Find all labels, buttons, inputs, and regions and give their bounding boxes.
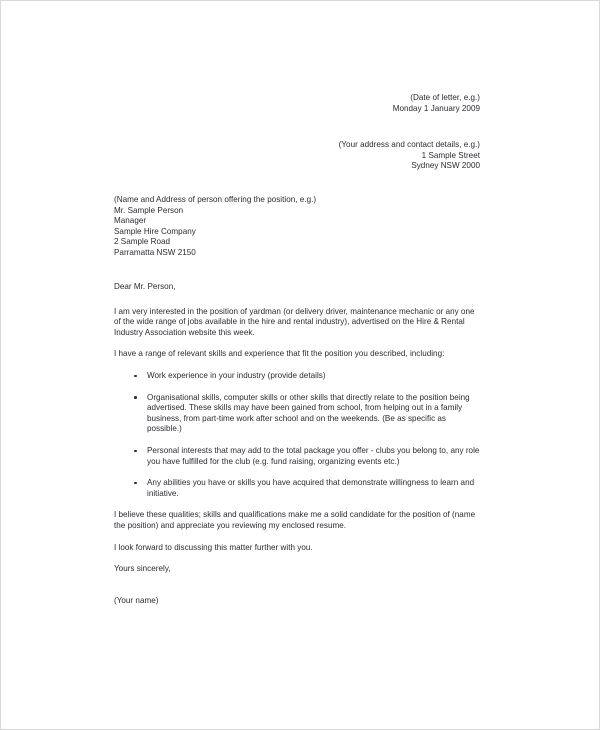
- sender-label: (Your address and contact details, e.g.): [338, 140, 480, 149]
- date-label: (Date of letter, e.g.): [410, 93, 480, 102]
- signature-name: (Your name): [114, 595, 159, 605]
- recipient-company: Sample Hire Company: [114, 226, 196, 236]
- list-item: [114, 478, 480, 499]
- list-item: [114, 371, 480, 382]
- list-item-text: Any abilities you have or skills you have acquired that demonstrate willingness to learn and initiative.: [147, 478, 475, 498]
- recipient-name: Mr. Sample Person: [114, 205, 184, 215]
- recipient-street: 2 Sample Road: [114, 237, 171, 247]
- salutation: Dear Mr. Person,: [114, 282, 176, 291]
- sender-street: 1 Sample Street: [421, 150, 480, 160]
- body-paragraph-4: I look forward to discussing this matter further with you.: [114, 542, 313, 552]
- list-item-text: Personal interests that may add to the total package you offer - clubs you belong to, any role you have fulfilled for the club (e.g. fund raising, organizing events etc.): [147, 445, 480, 466]
- list-item-text: Organisational skills, computer skills or other skills that directly relate to the position being advertised. These skills may have been gained from school, from helping out in a family business, from part-time work after school and on the weekends. (Be as specific as possible.): [147, 392, 470, 434]
- list-item-text: Work experience in your industry (provide details): [147, 370, 326, 380]
- bullet-point-icon: [134, 482, 137, 485]
- sender-city-state-postcode: Sydney NSW 2000: [411, 161, 480, 171]
- date-block: [114, 93, 480, 114]
- letter-body: [114, 282, 480, 606]
- list-item: [114, 393, 480, 435]
- skills-bullet-list: [114, 371, 480, 499]
- list-item: [114, 446, 480, 467]
- recipient-address-block: [114, 195, 480, 259]
- date-value: Monday 1 January 2009: [392, 103, 480, 113]
- recipient-label: (Name and Address of person offering the position, e.g.): [114, 195, 317, 204]
- signoff: Yours sincerely,: [114, 564, 171, 574]
- recipient-title: Manager: [114, 216, 147, 226]
- body-paragraph-1: I am very interested in the position of yardman (or delivery driver, maintenance mechanic or any one of the wide range of jobs available in the hire and rental industry), advertised on the Hire & Rental Industry Association website this week.: [114, 306, 475, 337]
- recipient-city-state-postcode: Parramatta NSW 2150: [114, 247, 196, 257]
- body-paragraph-3: I believe these qualities; skills and qualifications make me a solid candidate for the position of (name the position) and appreciate you reviewing my enclosed resume.: [114, 510, 476, 530]
- bullet-point-icon: [134, 396, 137, 399]
- bullet-point-icon: [134, 375, 137, 378]
- bullet-point-icon: [134, 450, 137, 453]
- sender-address-block: [114, 140, 480, 172]
- body-paragraph-2: I have a range of relevant skills and experience that fit the position you described, including:: [114, 349, 445, 359]
